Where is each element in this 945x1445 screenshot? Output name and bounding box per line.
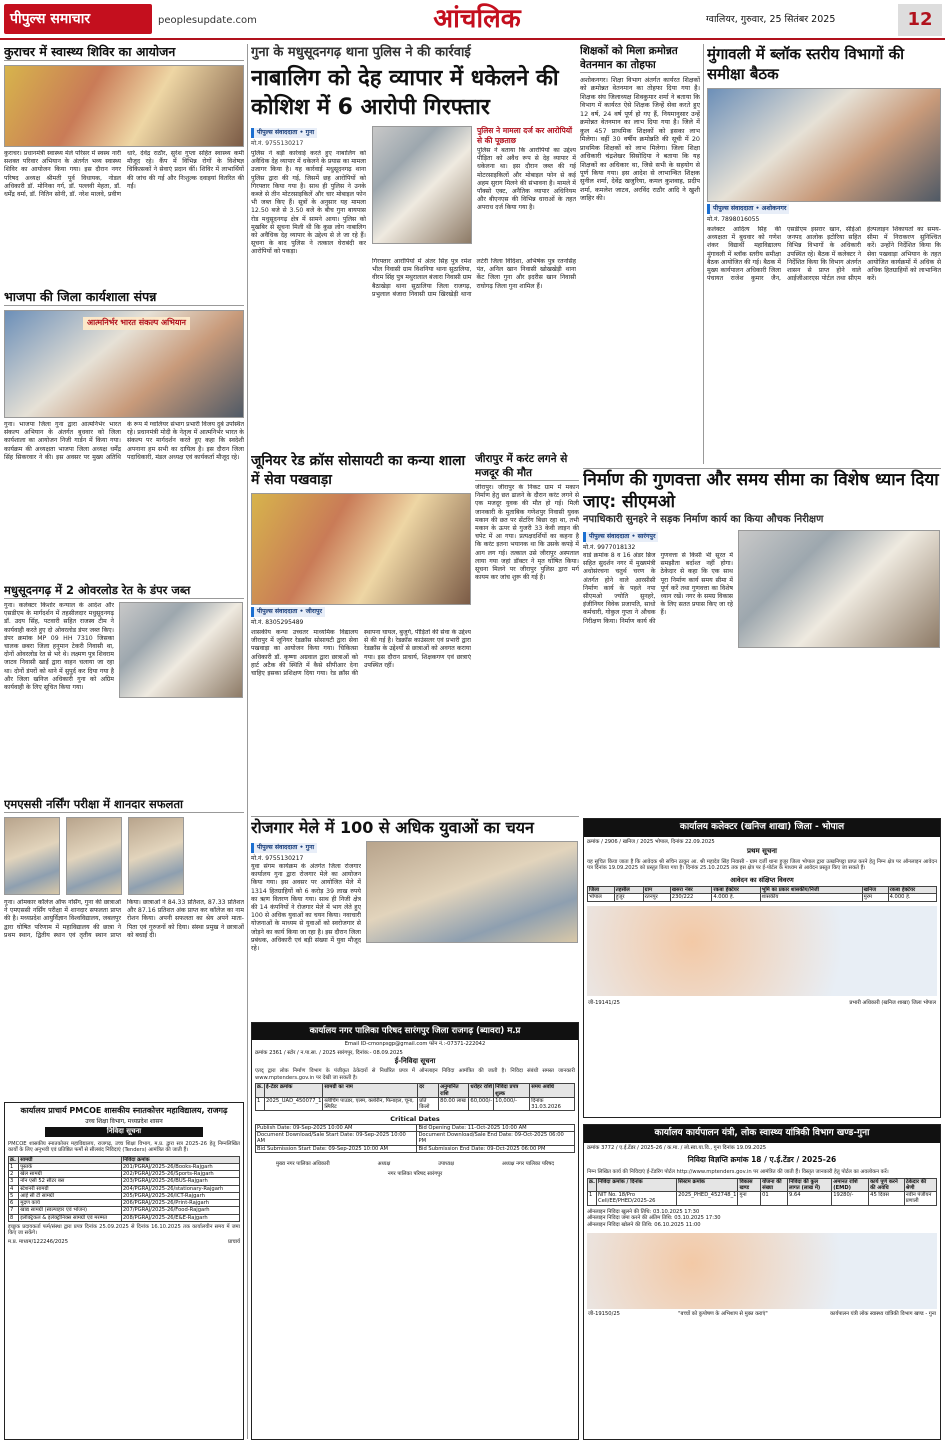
ad-intro: PMCOE शासकीय स्नातकोत्तर महाविद्यालय, राजगढ़, उच्च शिक्षा विभाग, म.प्र. द्वारा सत्र 2025-26 हेतु निम्नलिखित कार्यों के लिए अनुभवी एवं प्रतिष्ठित फर्मों से सीलबंद निविदाएं (Tenders) आमंत्रित की जाती हैं। [8, 1140, 240, 1154]
story-body: जीरापुर। जीरापुर के निकट ग्राम में मकान निर्माण हेतु छत ढालने के दौरान करंट लगने से एक मजदूर युवक की मौत हो गई। मिली जानकारी के मुताबिक गणेशपुर निवासी युवक मकान की छत पर सेंटरिंग बिछा रहा था, तभी मकान के ऊपर से गुजरी 33 केवी लाइन की चपेट में आ गया। प्रत्यक्षदर्शियों का कहना है कि करंट इतना भयानक था कि उसके कपड़े में आग लग गई। तत्काल उसे जीरापुर अस्पताल लाया गया जहां डॉक्टर ने मृत घोषित किया। सूचना मिलने पर जीरापुर पुलिस द्वारा मर्ग कायम कर जांच शुरू की गई है। [475, 484, 579, 582]
table-cell: 5 [9, 1192, 19, 1199]
story-body: गुना। भाजपा जिला गुना द्वारा आत्मनिर्भर भारत संकल्प अभियान के अंतर्गत बुधवार को जिला कार्यशाला का आयोजन निजी गार्डन में किया गया। कार्यक्रम की अध्यक्षता भाजपा जिला अध्यक्ष धर्मेंद्र सिंह सिकरवार ने की। इस अवसर पर मुख्य अतिथि के रूप में ग्वालियर संभाग प्रभारी विजय दुबे उपस्थित रहे। प्रधानमंत्री मोदी के नेतृत्व में आत्मनिर्भर भारत के संकल्प पर मार्गदर्शन करते हुए कहा कि स्वदेशी अपनाना हम सभी का दायित्व है। इस दौरान जिला पदाधिकारी, मंडल अध्यक्ष एवं कार्यकर्ता मौजूद रहे। [4, 421, 244, 461]
table-cell: स्टेशनरी सामग्री [19, 1185, 122, 1192]
col-header: भूमि का प्रकार शासकीय/निजी [760, 887, 862, 894]
table-cell: 1 [588, 1192, 597, 1205]
critical-date: Publish Date: 09-Sep-2025 10:00 AM [256, 1124, 417, 1131]
col-header: योजना की संख्या [761, 1178, 788, 1191]
table-cell: 3 [9, 1178, 19, 1185]
photo-health-camp [4, 65, 244, 147]
col-header: अनुमानित राशि [439, 1084, 469, 1097]
table-cell: भोपाल [588, 894, 615, 901]
table-cell: इलेक्ट्रिकल & इलेक्ट्रॉनिक्स सामग्री एवं मरम्मत [19, 1214, 122, 1221]
story-body: कलेक्टर आदित्य सिंह की अध्यक्षता में बुधवार को गणेश शंकर विद्यार्थी महाविद्यालय मुंगावली में ब्लॉक स्तरीय समीक्षा बैठक आयोजित की गई। बैठक में मुख्य कार्यपालन अधिकारी जिला पंचायत राजेश कुमार जैन, एसडीएम इसरार खान, सीईओ जनपद आलोक इटोरिया सहित विभिन्न विभागों के अधिकारी उपस्थित रहे। बैठक में कलेक्टर ने निर्देशित किया कि विभाग अंतर्गत शासन से प्राप्त होने वाले आईजीआरएस पोर्टल तथा सीएम हेल्पलाइन शिकायतों का समय-सीमा में निराकरण सुनिश्चित करें। उन्होंने निर्देशित किया कि सेवा पखवाड़ा अभियान के तहत आयोजित कार्यक्रमों में अधिक से अधिक हितग्राहियों को लाभान्वित करें। [707, 226, 941, 283]
mobile: मो.नं. 7898016055 [707, 216, 760, 224]
table-cell: 10,000/- [494, 1097, 530, 1110]
ad-college-tender [4, 1102, 244, 1440]
critical-date: Document Download/Sale Start Date: 09-Sep-2025 10:00 AM [256, 1132, 417, 1145]
col-header: निविदा की कुल लागत (लाख में) [788, 1178, 832, 1191]
table-cell: 2025_UAD_450077_1 [264, 1097, 322, 1110]
ad-ref: क्रमांक 3772 / ए.ई.टेंडर / 2025-26 / क.मा. / लो.स्वा.या.वि., गुना दिनांक 19.09.2025 [587, 1144, 767, 1151]
col-header: सामग्री का नाम [323, 1084, 418, 1097]
story-body: गुना। कलेक्टर किशोर कन्याल के आदेश और एसडीएम के मार्गदर्शन में तहसीलदार मधुसूदनगढ़ डॉ. उदय सिंह, पटवारी सहित राजस्व टीम ने कार्यवाही करते हुए दो ओवरलोड डंपर जब्त किए। डंपर क्रमांक MP 09 HH 7310 जिसका चालक छबरा जिला हनुमान टेकरी निवासी था, दोनों ओवरलोड रेत से भरे थे। लक्ष्मण पुत्र शिवराम जाटव निवासी खाईं द्वारा वाहन चलाया जा रहा था। दोनों डंपरों को थाने में सुपुर्द कर दिया गया है और जिला खनिज अधिकारी गुना को अग्रिम कार्यवाही के लिए सूचित किया गया। [4, 602, 114, 691]
table-row [256, 1145, 575, 1152]
mobile: मो.नं. 9755130217 [251, 855, 304, 863]
table-cell: हुजूर [614, 894, 643, 901]
col-header: क्र. [9, 1156, 19, 1163]
story-teachers [580, 44, 700, 439]
story-bjp-workshop [4, 288, 244, 578]
page-number: 12 [898, 4, 942, 36]
website-link[interactable]: peoplesupdate.com [158, 15, 257, 26]
critical-date: Bid Opening Date: 11-Oct-2025 10:00 AM [417, 1124, 575, 1131]
signatories [252, 1161, 578, 1168]
table-cell: खाद्य सामग्री (स्वल्पाहार एवं भोजन) [19, 1207, 122, 1214]
table-cell: 8 [9, 1214, 19, 1221]
critical-title: Critical Dates [390, 1115, 440, 1124]
ad-pattern [587, 906, 937, 996]
story-nursing [4, 796, 244, 1096]
table-cell: 202/PGRAJ/2025-26/Sports-Rajgarh [121, 1171, 239, 1178]
ad-code: म.प्र. माध्यम/122246/2025 [8, 1238, 69, 1245]
byline: पीपुल्स संवाददाता • अशोकनगर [707, 204, 789, 214]
col-header: धरोहर राशि [469, 1084, 494, 1097]
col-header: ठेकेदार की श्रेणी [904, 1178, 936, 1191]
table-cell: 01 [761, 1192, 788, 1205]
story-body: शासकीय कन्या उच्चतर माध्यमिक विद्यालय जीरापुर में जूनियर रेडक्रॉस सोसायटी द्वारा सेवा पखवाड़ा का आयोजन किया गया। चिकित्सा अधिकारी डॉ. कृष्णा अग्रवाल द्वारा छात्राओं को हार्ट अटैक की स्थिति में कैसे सीपीआर देना चाहिए इसका प्रशिक्षण दिया गया। रेड क्रॉस की स्थापना घायल, बुजुर्ग, पीड़ितों की सेवा के उद्देश्य से की गई है। रेडक्रॉस काउंसलर एवं प्रभारी द्वारा रेडक्रॉस के उद्देश्यों से छात्राओं को अवगत कराया गया। इस दौरान प्राचार्य, शिक्षकगण एवं छात्राएं उपस्थित रहीं। [251, 629, 471, 678]
col-header: खनिज [862, 887, 888, 894]
table-row [9, 1178, 240, 1185]
dateline: ग्वालियर, गुरुवार, 25 सितंबर 2025 [706, 14, 836, 25]
table-cell: 60,000/- [469, 1097, 494, 1110]
tender-date: ऑनलाइन निविदा जमा करने की अंतिम तिथि: 03.10.2025 17:30 [587, 1215, 721, 1222]
table-cell: मुद्रण कार्य [19, 1200, 122, 1207]
table-cell: 19280/- [832, 1192, 869, 1205]
table-cell: ब्लीचिंग पाउडर, एलम, क्लोरीन, फिनाइल, चूना, स्पिरिट [323, 1097, 418, 1110]
story-body: युवा संगम कार्यक्रम के अंतर्गत जिला रोजगार कार्यालय गुना द्वारा रोजगार मेले का आयोजन किया गया। इस अवसर पर आयोजित मेले में 1314 हितग्राहियों को 6 करोड़ 39 लाख रुपये का ऋण वितरण किया गया। साथ ही निजी क्षेत्र की 14 कंपनियों ने रोजगार मेले में भाग लेते हुए 100 से अधिक युवाओं का चयन किया। नवाचारी योजनाओं के माध्यम से युवाओं को स्वरोजगार से जोड़ने का कार्य किया जा रहा है। इस दौरान जिला प्रबंधक, अधिकारी एवं बड़ी संख्या में युवा मौजूद रहे। [251, 863, 361, 952]
photo-meeting [707, 88, 941, 202]
photo-caption: गिरफ्तार आरोपियों में अंतर सिंह पुत्र रमेश भील निवासी ग्राम विशनिया थाना सुठालिया, वीरम सिंह पुत्र मथुरालाल बंजारा निवासी ग्राम बैठाखेड़ा थाना सुठालिया जिला राजगढ़, प्रभुलाल बंजारा निवासी ग्राम खिरखेड़ी थाना लटेरी जिला विदिशा, अभिषेक पुत्र रतनसिंह पंत, अनिल खान निवासी खोखखेड़ी थाना केंट जिला गुना और इदरीस खान निवासी राघोगढ़ जिला गुना शामिल हैं। [372, 258, 576, 298]
story-body: अशोकनगर। शिक्षा विभाग अंतर्गत कार्यरत शिक्षकों को क्रमोन्नत वेतनमान का तोहफा दिया गया है। शिक्षक संघ जिलाध्यक्ष शिवकुमार शर्मा ने बताया कि विभाग में कार्यरत ऐसे शिक्षक जिन्हें सेवा करते हुए 12 वर्ष, 24 वर्ष पूर्ण हो गए हैं, नियमानुसार उन्हें क्रमोन्नत वेतनमान का लाभ दिया गया है। जिले में कुल 457 प्राथमिक शिक्षकों को इसका लाभ मिलेगा। वहीं 30 वर्षीय क्रमोन्नति की सूची में 20 प्राथमिक शिक्षकों को लाभ मिलेगा। जिला शिक्षा अधिकारी चंद्रशेखर सिसोदिया ने बताया कि यह शिक्षकों का अधिकार था, जिसे सभी के सहयोग से पूर्ण किया गया। इस आदेश से लाभान्वित शिक्षक सुनील शर्मा, देवेंद्र खजुरिया, कमल कुशवाह, प्रदीप शर्मा, कमलेश जाटव, अरविंद राठौर आदि ने खुशी जाहिर की। [580, 76, 700, 203]
table-cell: 4 [9, 1185, 19, 1192]
table-title: आवेदन का संक्षिप्त विवरण [730, 875, 794, 884]
table-cell: 1 [256, 1097, 265, 1110]
table-cell: 80.00 लाख [439, 1097, 469, 1110]
table-row [256, 1124, 575, 1131]
ad-phed-guna [583, 1124, 941, 1440]
headline: मधुसूदनगढ़ में 2 ओवरलोड रेत के डंपर जब्त [4, 582, 244, 599]
ad-code: जी-19150/25 [588, 1311, 620, 1318]
table-cell: 201/PGRAJ/2025-26/Books-Rajgarh [121, 1163, 239, 1170]
tender-date: ऑनलाइन निविदा खुलने की तिथि: 03.10.2025 17:30 [587, 1208, 700, 1215]
headline: मुंगावली में ब्लॉक स्तरीय विभागों की समीक्षा बैठक [707, 45, 905, 83]
col-header: कार्य पूर्ण करने की अवधि [869, 1178, 905, 1191]
table-cell: 204/PGRAJ/2025-26/stationary-Rajgarh [121, 1185, 239, 1192]
col-header: रकबा हेक्टेयर [712, 887, 760, 894]
photo-bjp-workshop [4, 310, 244, 418]
ad-footer: "बच्चों को कुपोषण के अभिशाप से मुक्त कराएं" [678, 1311, 768, 1318]
byline: पीपुल्स संवाददाता • जीरापुर [251, 607, 325, 617]
photo-red-cross [251, 493, 471, 605]
table-cell: गुना [738, 1192, 761, 1205]
headline: निर्माण की गुणवत्ता और समय सीमा का विशेष ध्यान दिया जाए: सीएमओ [583, 468, 941, 513]
story-red-cross [251, 452, 471, 812]
table-cell: प्रति किलो [418, 1097, 439, 1110]
mobile: मो.नं. 9755130217 [251, 140, 304, 148]
table-cell: पुस्तकें [19, 1163, 122, 1170]
signatory: अध्यक्ष नगर पालिका परिषद [501, 1160, 555, 1167]
table-cell: 4.000 हे. [888, 894, 936, 901]
col-header: समय अवधि [530, 1084, 575, 1097]
ad-intro: यह सूचित किया जाता है कि आवेदक श्री सचिन ठाकुर आ. श्री महादेव सिंह निवासी - ग्राम दर्जी थाना हुजूर जिला भोपाल द्वारा उत्खनिपट्टा प्राप्त करने हेतु निम्न क्षेत्र पर ऑनलाइन आवेदन पत्र दिनांक 19.09.2025 को प्रस्तुत किया गया है। दिनांक 25.10.2025 तक इस क्षेत्र पर ई-पोर्टल के माध्यम से आवेदन प्रस्तुत किए जा सकते हैं। [587, 858, 937, 872]
table-cell: रतनपुर [643, 894, 670, 901]
headline: रोजगार मेले में 100 से अधिक युवाओं का चयन [251, 816, 579, 839]
byline: पीपुल्स संवाददाता • गुना [251, 843, 317, 853]
photo-job-fair [366, 841, 578, 943]
ad-notice: ई-निविदा सूचना [394, 1057, 436, 1066]
table-row [9, 1163, 240, 1170]
table-row [9, 1192, 240, 1199]
col-header: निविदा क्रमांक / दिनांक [596, 1178, 676, 1191]
tender-table [8, 1156, 240, 1222]
story-current [475, 452, 579, 812]
table-cell: 206/PGRAJ/2025-26/Print-Rajgarh [121, 1200, 239, 1207]
photo-dumper [119, 602, 243, 698]
table-row [9, 1200, 240, 1207]
photo-arrest [372, 126, 472, 244]
table-cell: 203/PGRAJ/2025-26/BUS-Rajgarh [121, 1178, 239, 1185]
kicker: गुना के मधुसूदनगढ़ थाना पुलिस ने की कार्रवाई [251, 45, 471, 60]
table-cell: 2 [9, 1171, 19, 1178]
table-cell: 207/PGRAJ/2025-26/Food-Rajgarh [121, 1207, 239, 1214]
table-row [9, 1171, 240, 1178]
municipal-table [255, 1083, 575, 1111]
ad-notice: निविदा सूचना [45, 1127, 203, 1136]
column-divider [703, 44, 704, 464]
ad-notice: प्रथम सूचना [747, 847, 777, 856]
col-header: तहसील [614, 887, 643, 894]
table-cell: 2025_PHED_452748_1 [677, 1192, 738, 1205]
mobile: मो.नं. 9977018132 [583, 544, 636, 552]
headline: शिक्षकों को मिला क्रमोन्नत वेतनमान का तोहफा [580, 44, 700, 73]
story-trafficking [251, 44, 576, 444]
ad-signature: प्राचार्य [228, 1238, 240, 1245]
mobile: मो.नं. 8305295489 [251, 619, 304, 627]
sub-body: पुलिस ने बताया कि आरोपियों का उद्देश्य पीड़िता को अवैध रूप से देह व्यापार में धकेलना था। इस दौरान जब्त की गई मोटरसाइकिलों और मोबाइल फोन से कई अहम सुराग मिलने की संभावना है। मामले में पॉक्सो एक्ट, अनैतिक व्यापार अधिनियम और बीएनएस की विभिन्न धाराओं के तहत अपराध दर्ज किया गया है। [477, 147, 576, 212]
tender-date: ऑनलाइन निविदा खोलने की तिथि: 06.10.2025 11:00 [587, 1221, 701, 1228]
col-header: ग्राम [643, 887, 670, 894]
table-cell: 1 [9, 1163, 19, 1170]
table-cell: नॉन एसी 52 सीटर बस [19, 1178, 122, 1185]
col-header: रकबा हेक्टेयर [888, 887, 936, 894]
signatory: अध्यक्ष [377, 1160, 391, 1167]
story-health-camp [4, 44, 244, 284]
col-header: जिला [588, 887, 615, 894]
story-dumper [4, 582, 244, 792]
table-row [9, 1214, 240, 1221]
ad-signature: कार्यपालन यंत्री लोक स्वास्थ्य यांत्रिकी विभाग खण्ड - गुना [830, 1311, 936, 1318]
headline: नाबालिग को देह व्यापार में धकेलने की कोशिश में 6 आरोपी गिरफ्तार [251, 66, 559, 120]
masthead [0, 0, 945, 40]
col-header: खसरा नंबर [670, 887, 712, 894]
student-photo [4, 817, 60, 895]
headline: जूनियर रेड क्रॉस सोसायटी का कन्या शाला में सेवा पखवाड़ा [251, 453, 466, 488]
byline: पीपुल्स संवाददाता • सारंगपुर [583, 532, 658, 542]
story-body: पुलिस ने बड़ी कार्रवाई करते हुए नाबालिग को अवैधिक देह व्यापार में धकेलने के प्रयास का मामला उजागर किया है। यह कार्रवाई मधुसूदनगढ़ थाना पुलिस द्वारा की गई, जिसमें छह आरोपियों को गिरफ्तार किया गया है। साथ ही पुलिस ने उनके कब्जे से तीन मोटरसाइकिलें और चार मोबाइल फोन भी जब्त किए हैं। सूत्रों के अनुसार यह मामला 12.50 बजे से 3.50 बजे के बीच गुना बायपास रोड मधुसूदनगढ़ क्षेत्र में सामने आया। पुलिस को मुखबिर से सूचना मिली थी कि कुछ लोग नाबालिग को अवैधिक देह व्यापार के उद्देश्य से ले जा रहे हैं। सूचना के बाद पुलिस ने तत्काल घेराबंदी कर आरोपियों को पकड़ा। [251, 150, 366, 256]
ad-dept: उच्च शिक्षा विभाग, मध्यप्रदेश शासन [85, 1117, 163, 1125]
byline: पीपुल्स संवाददाता • गुना [251, 128, 317, 138]
ad-intro: एतद् द्वारा लोक निर्माण विभाग के पंजीकृत ठेकेदारों से निर्धारित प्रपत्र में ऑनलाइन निविदा आमंत्रित की जाती है। निविदा संबंधी समस्त जानकारी www.mptenders.gov.in पर देखी जा सकती है। [255, 1068, 575, 1081]
ad-ref: क्रमांक / 2906 / खनिज / 2025 भोपाल, दिनांक 22.09.2025 [587, 838, 715, 845]
col-header: क्र. [256, 1084, 265, 1097]
table-cell: मुरम [862, 894, 888, 901]
table-cell: आई सी टी सामग्री [19, 1192, 122, 1199]
headline: कुराचर में स्वास्थ्य शिविर का आयोजन [4, 44, 244, 61]
ad-municipal-sarangpur [251, 1022, 579, 1440]
headline: एमएससी नर्सिंग परीक्षा में शानदार सफलता [4, 796, 244, 813]
table-cell: शासकीय [760, 894, 862, 901]
table-row [256, 1132, 575, 1145]
headline: भाजपा की जिला कार्यशाला संपन्न [4, 288, 244, 306]
table-cell: 230/222 [670, 894, 712, 901]
ad-collector-bhopal [583, 818, 941, 1118]
col-header: निविदा प्रपत्र शुल्क [494, 1084, 530, 1097]
table-cell: NIT No. 18/Pro Cell/EE/PHED/2025-26 [596, 1192, 676, 1205]
col-header: सिस्टम क्रमांक [677, 1178, 738, 1191]
table-cell: 6 [9, 1200, 19, 1207]
story-body: कुराचर। प्रधानमंत्री स्वास्थ्य मेले परिसर में स्वस्थ नारी सशक्त परिवार अभियान के अंतर्गत भव्य स्वास्थ्य शिविर का आयोजन किया गया। इस दौरान नगर परिषद अध्यक्ष श्रीमती पूर्व विधायक, नोडल अधिकारी डॉ. मोनिका गर्ग, डॉ. पल्लवी मेहता, डॉ. धर्मेंद्र वर्मा, डॉ. नितिन सोनी, डॉ. नरेश मालवे, प्रवीण धारे, देवेंद्र राठौर, सुरेश गुप्ता सहित स्वास्थ्य कर्मी मौजूद रहे। कैंप में विभिन्न रोगों के विशेषज्ञ चिकित्सकों ने सेवाएं प्रदान कीं। शिविर में लाभार्थियों की जांच की गई और निःशुल्क दवाइयां वितरित की गईं। [4, 150, 244, 198]
collector-table [587, 886, 937, 901]
story-cmo [583, 468, 941, 808]
table-row [9, 1185, 240, 1192]
col-header: निविदा क्रमांक [121, 1156, 239, 1163]
column-divider [247, 44, 248, 1439]
table-cell: 45 दिवस [869, 1192, 905, 1205]
ad-title: कार्यालय प्राचार्य PMCOE शासकीय स्नातकोत्तर महाविद्यालय, राजगढ़ [20, 1106, 228, 1115]
story-body: गुना। ओमकार कॉलेज ऑफ नर्सिंग, गुना की छात्राओं ने एमएससी नर्सिंग परीक्षा में शानदार सफलता प्राप्त की है। मध्यप्रदेश आयुर्विज्ञान विश्वविद्यालय, जबलपुर द्वारा घोषित परिणाम में महाविद्यालय की छात्रा ने प्रथम स्थान, द्वितीय स्थान एवं तृतीय स्थान प्राप्त किया। छात्राओं ने 84.33 प्रतिशत, 87.33 प्रतिशत और 87.16 प्रतिशत अंक प्राप्त कर कॉलेज का नाम रोशन किया। अपनी सफलता का श्रेय अपने माता-पिता एवं गुरुजनों को दिया। संस्था प्रमुख ने छात्राओं को बधाई दी। [4, 899, 244, 939]
sub-headline: पुलिस ने मामला दर्ज कर आरोपियों से की पूछताछ [477, 126, 573, 145]
table-cell: 7 [9, 1207, 19, 1214]
tender-dates [584, 1206, 940, 1232]
photo-inspection [738, 530, 940, 648]
ad-title: कार्यालय नगर पालिका परिषद सारंगपुर जिला राजगढ़ (ब्यावरा) म.प्र [252, 1023, 578, 1040]
ad-title: कार्यालय कलेक्टर (खनिज शाखा) जिला - भोपाल [584, 819, 940, 837]
ad-notice: निविदा विज्ञप्ति क्रमांक 18 / ए.ई.टेंडर / 2025-26 [687, 1155, 837, 1165]
story-review-meeting [707, 44, 941, 464]
col-header: क्र. [588, 1178, 597, 1191]
col-header: विकास खण्ड [738, 1178, 761, 1191]
col-header: दर [418, 1084, 439, 1097]
table-cell: 4.000 हे. [712, 894, 760, 901]
table-cell: नवीन पंजीयन प्रणाली [904, 1192, 936, 1205]
banner-text: आत्मनिर्भर भारत संकल्प अभियान [83, 317, 190, 330]
signatory: उपाध्यक्ष [438, 1160, 454, 1167]
headline: जीरापुर में करंट लगने से मजदूर की मौत [475, 452, 579, 481]
newspaper-logo[interactable]: पीपुल्स समाचार [4, 4, 152, 34]
ad-pattern [587, 1233, 937, 1309]
ad-contact: Email ID-cmonpsgp@gmail.com फोन नं.:-07371-222042 [344, 1041, 486, 1048]
ad-title: कार्यालय कार्यपालन यंत्री, लोक स्वास्थ्य यांत्रिकी विभाग खण्ड-गुना [584, 1125, 940, 1143]
ad-intro: निम्न लिखित कार्य की निविदाएं ई-टेंडरिंग पोर्टल http://www.mptenders.gov.in पर आमंत्रित की जाती हैं। विस्तृत जानकारी हेतु पोर्टल का अवलोकन करें। [587, 1169, 889, 1176]
phed-table [587, 1178, 937, 1206]
student-photo [66, 817, 122, 895]
table-row [9, 1207, 240, 1214]
section-title: आंचलिक [433, 4, 521, 34]
col-header: ई-टेंडर क्रमांक [264, 1084, 322, 1097]
table-cell: खेल सामग्री [19, 1171, 122, 1178]
kicker: नपाधिकारी सुनहरे ने सड़क निर्माण कार्य का किया औचक निरीक्षण [583, 514, 824, 525]
photo-row [4, 817, 244, 895]
signatory: मुख्य नगर पालिका अधिकारी [275, 1160, 330, 1167]
table-cell: 205/PGRAJ/2025-26/ICT-Rajgarh [121, 1192, 239, 1199]
col-header: अमानत राशि (EMD) [832, 1178, 869, 1191]
story-job-fair [251, 816, 579, 1016]
student-photo [128, 817, 184, 895]
table-cell: 208/PGRAJ/2025-26/E&E-Rajgarh [121, 1214, 239, 1221]
ad-footer: नगर पालिका परिषद सारंगपुर [387, 1171, 443, 1178]
critical-date: Document Download/Sale End Date: 09-Oct-2025 06:00 PM [417, 1132, 575, 1145]
critical-date: Bid Submission End Date: 09-Oct-2025 06:00 PM [417, 1145, 575, 1152]
ad-code: जी-19141/25 [588, 999, 620, 1006]
table-cell: दिनांक 31.03.2026 [530, 1097, 575, 1110]
ad-footer: इच्छुक प्रदायकर्ता फर्म/संस्था द्वारा प्रपत्र दिनांक 25.09.2025 से दिनांक 16.10.2025 तक कार्यालयीन समय में जमा किए जा सकेंगे। [8, 1223, 240, 1237]
ad-signature: प्रभारी अधिकारी (खनिज शाखा) जिला भोपाल [849, 999, 936, 1006]
critical-date: Bid Submission Start Date: 09-Sep-2025 10:00 AM [256, 1145, 417, 1152]
table-cell: 9.64 [788, 1192, 832, 1205]
col-header: सामग्री [19, 1156, 122, 1163]
ad-ref: क्रमांक 2361 / स्टोर / न.पा.सा. / 2025 सारंगपुर, दिनांक:- 08.09.2025 [255, 1049, 403, 1056]
story-body: वार्ड क्रमांक 8 व 16 अंडर ब्रिज सहित सुदर्शन नगर में मुख्यमंत्री अधोसंरचना चतुर्थ चरण के अंतर्गत होने वाले आरसीसी निर्माण कार्य के पहले नपा सीएमओ ज्योति सुनहरे, इंजीनियर विवेक प्रजापति, साधो कर्मचारी, गोकुल गुप्ता ने औचक निरीक्षण किया। निर्माण कार्य की गुणवत्ता से किसी भी सूरत में समझौता बर्दाश्त नहीं होगा। ठेकेदार से कहा कि एक साथ पूरा निर्माण कार्य समय सीमा में पूर्ण करें तथा गुणवत्ता का विशेष ध्यान रखें। नगर के समग्र विकास के लिए सतत प्रयास किए जा रहे हैं। [583, 552, 733, 625]
critical-dates-table [255, 1124, 575, 1153]
